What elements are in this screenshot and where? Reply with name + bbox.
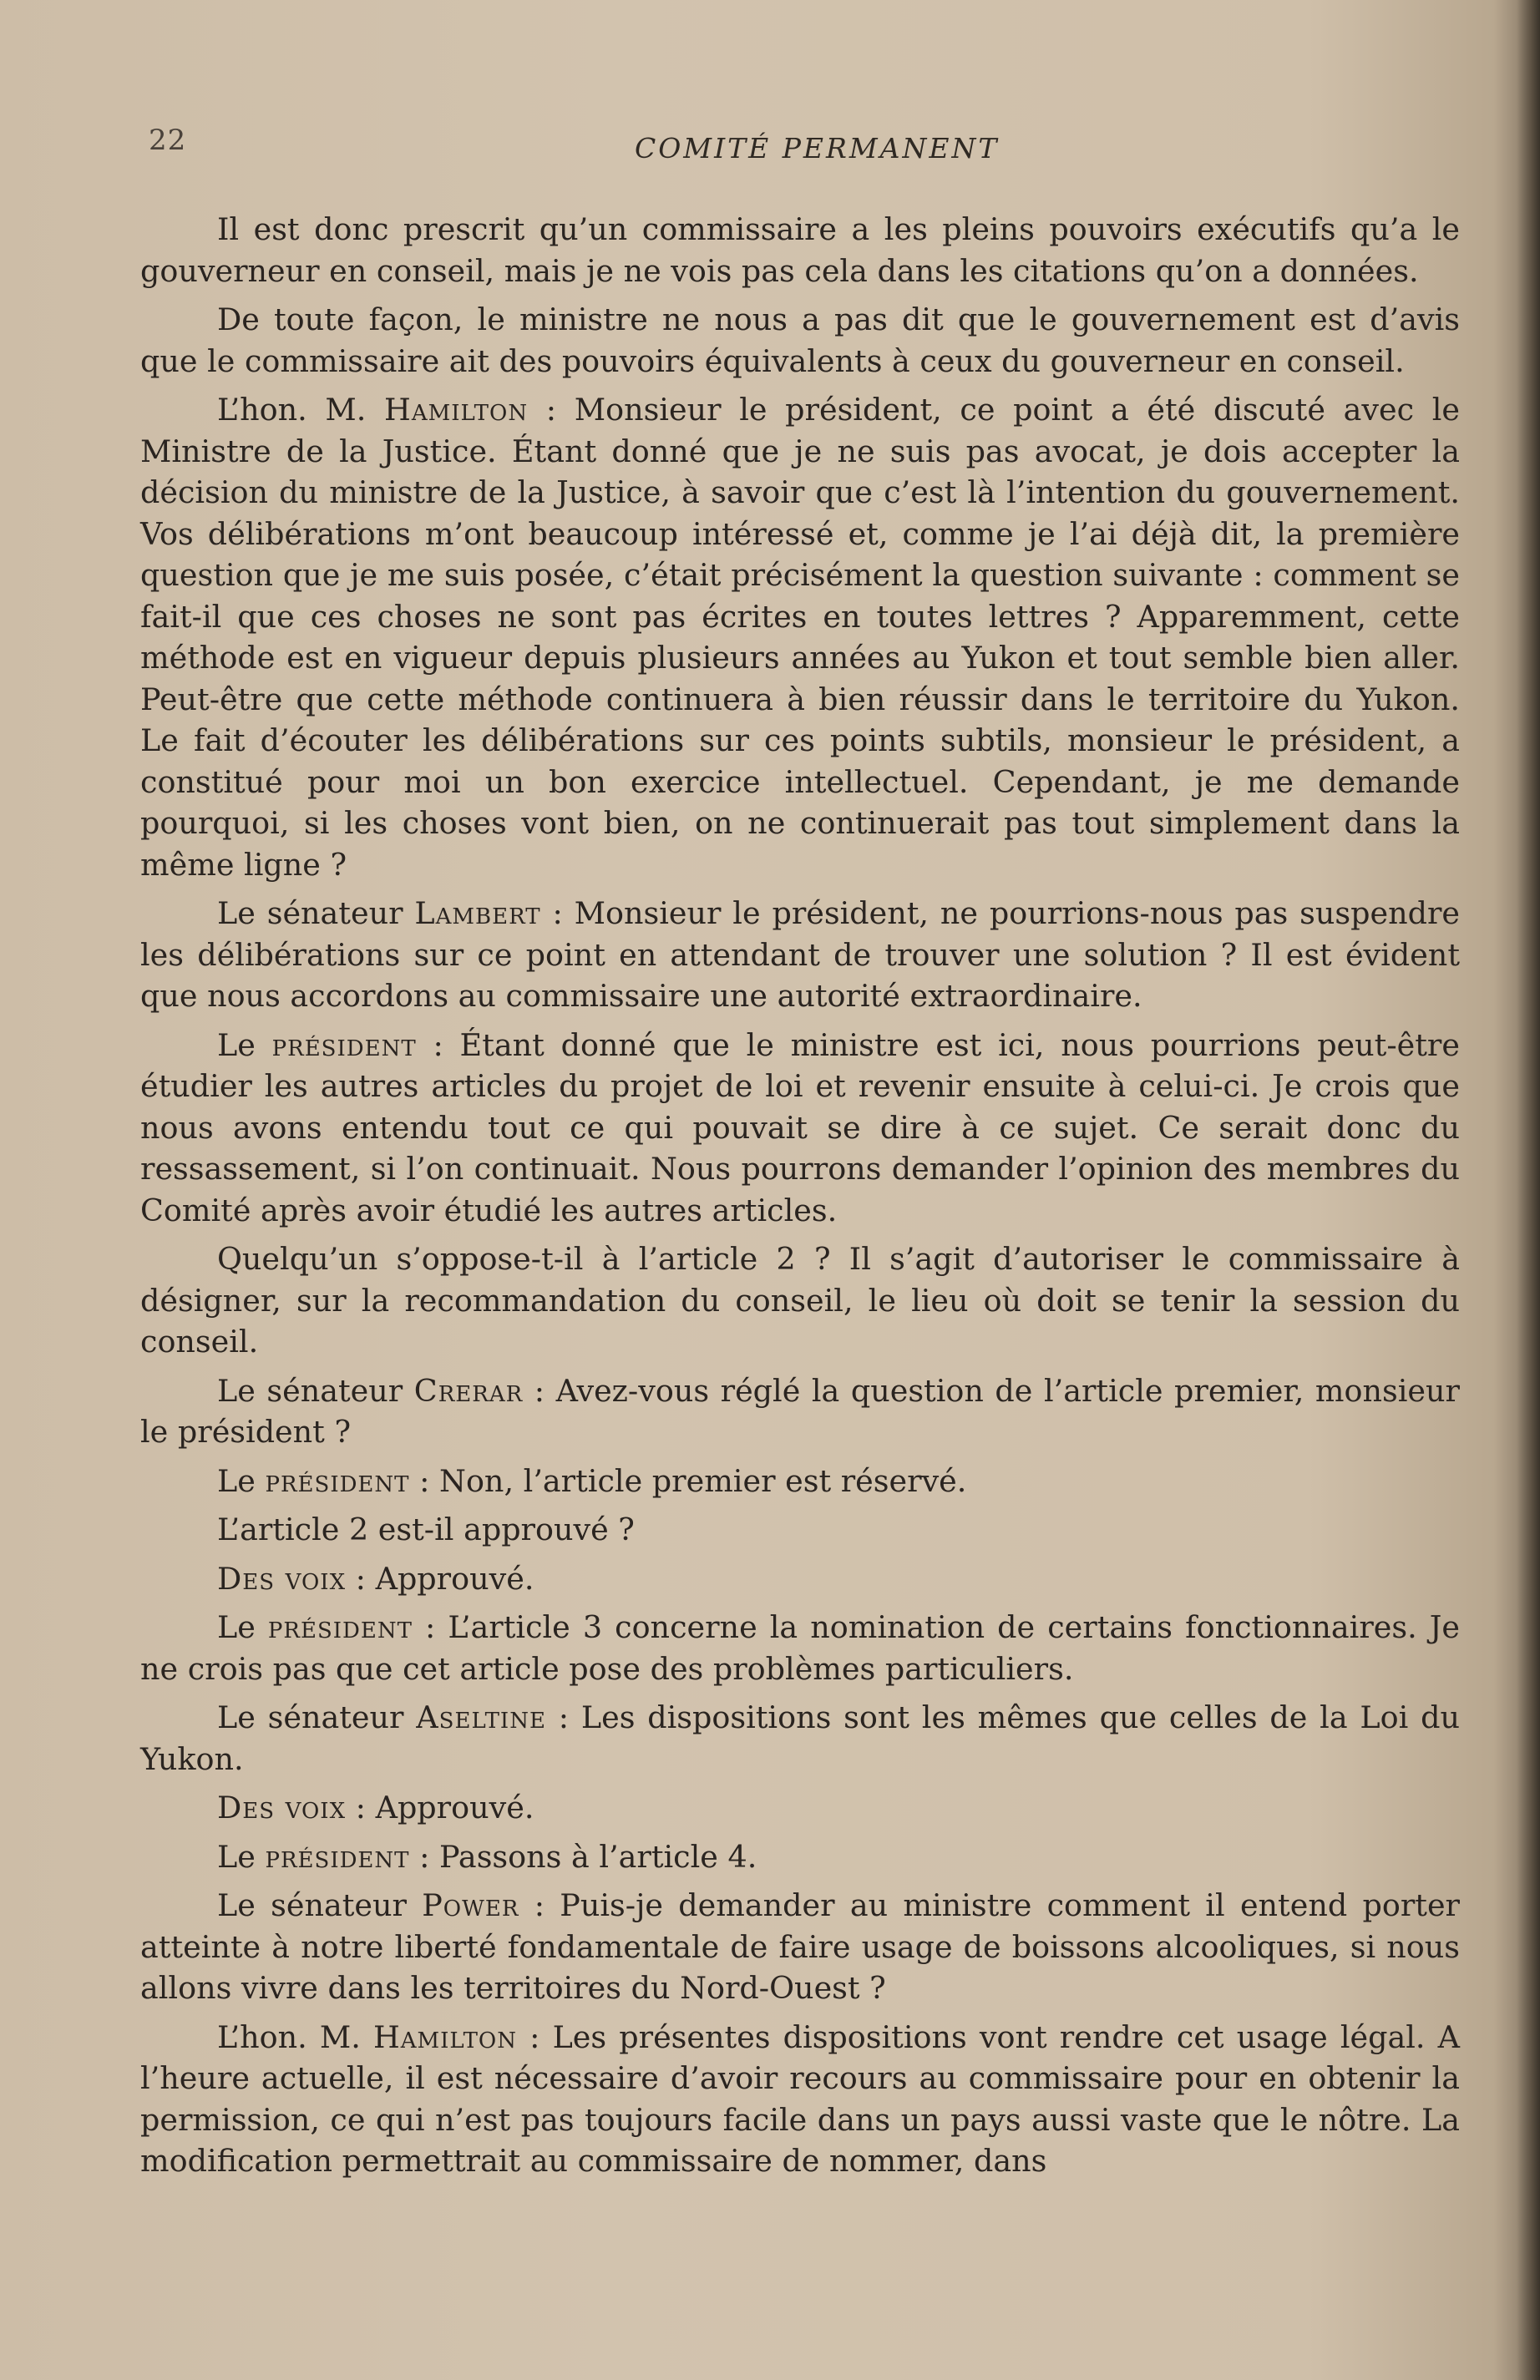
paragraph	[140, 1787, 1460, 1829]
paragraph-text: : Non, l’article premier est réservé.	[409, 1462, 967, 1499]
paragraph	[140, 1509, 1460, 1551]
paragraph	[140, 2017, 1460, 2182]
page-number: 22	[149, 124, 187, 157]
paragraph-text: : Approuvé.	[346, 1560, 534, 1597]
speaker-prefix: Le sénateur	[217, 1372, 414, 1409]
speaker-name: Lambert	[414, 895, 541, 931]
speaker-name: Des voix	[217, 1560, 347, 1597]
paragraph	[140, 389, 1460, 885]
paragraph-text: : Étant donné que le ministre est ici, nous pourrions peut-être étudier les autres articles du projet de loi et revenir ensuite à celui-ci. Je crois que nous avons entendu tout ce qui pouvait se dire à ce sujet. Ce serait donc du ressassement, si l’on continuait. Nous pourrons demander l’opinion des membres du Comité après avoir étudié les autres articles.	[140, 1026, 1460, 1228]
speaker-prefix: Le sénateur	[217, 1887, 423, 1923]
paragraph	[140, 1885, 1460, 2009]
paragraph-text: L’article 2 est-il approuvé ?	[217, 1512, 635, 1547]
page-edge-shadow	[1517, 0, 1540, 2380]
speaker-prefix: Le	[217, 1609, 268, 1645]
paragraph	[140, 1238, 1460, 1363]
paragraph-text: : Monsieur le président, ne pourrions-nous pas suspendre les délibérations sur ce point en attendant de trouver une solution ? Il est évident que nous accordons au commissaire une autorité extraordinaire.	[140, 895, 1460, 1014]
body-text	[140, 209, 1460, 2190]
speaker-prefix: L’hon. M.	[217, 392, 385, 428]
paragraph	[140, 1607, 1460, 1689]
speaker-prefix: Le	[217, 1462, 266, 1499]
speaker-prefix: Le sénateur	[217, 895, 415, 931]
speaker-prefix: Le	[217, 1026, 272, 1063]
paragraph	[140, 1025, 1460, 1232]
paragraph	[140, 1697, 1460, 1780]
speaker-prefix: Le sénateur	[217, 1699, 417, 1735]
paragraph-text: : Passons à l’article 4.	[409, 1838, 757, 1875]
speaker-prefix: Le	[217, 1838, 266, 1875]
speaker-name: président	[265, 1838, 410, 1875]
running-head: COMITÉ PERMANENT	[635, 132, 1000, 165]
paragraph	[140, 1370, 1460, 1453]
paragraph-text: : Approuvé.	[346, 1790, 534, 1826]
paragraph	[140, 1558, 1460, 1600]
speaker-name: président	[271, 1026, 417, 1063]
paragraph-text: : L’article 3 concerne la nomination de certains fonctionnaires. Je ne crois pas que cet article pose des problèmes particuliers.	[140, 1609, 1460, 1687]
paragraph-text: De toute façon, le ministre ne nous a pas dit que le gouvernement est d’avis que le commissaire ait des pouvoirs équivalents à ceux du gouverneur en conseil.	[140, 301, 1460, 379]
paragraph-text: : Monsieur le président, ce point a été discuté avec le Ministre de la Justice. Étant donné que je ne suis pas avocat, je dois accepter la décision du ministre de la Justice, à savoir que c’est là l’intention du gouvernement. Vos délibérations m’ont beaucoup intéressé et, comme je l’ai déjà dit, la première question que je me suis posée, c’était précisément la question suivante : comment se fait-il que ces choses ne sont pas écrites en toutes lettres ? Apparemment, cette méthode est en vigueur depuis plusieurs années au Yukon et tout semble bien aller. Peut-être que cette méthode continuera à bien réussir dans le territoire du Yukon. Le fait d’écouter les délibérations sur ces points subtils, monsieur le président, a constitué pour moi un bon exercice intellectuel. Cependant, je me demande pourquoi, si les choses vont bien, on ne continuerait pas tout simplement dans la même ligne ?	[140, 392, 1460, 883]
paragraph-text: : Puis-je demander au ministre comment il entend porter atteinte à notre liberté fondamentale de faire usage de boissons alcooliques, si nous allons vivre dans les territoires du Nord-Ouest ?	[140, 1887, 1460, 2006]
paragraph-text: Quelqu’un s’oppose-t-il à l’article 2 ? Il s’agit d’autoriser le commissaire à désigner, sur la recommandation du conseil, le lieu où doit se tenir la session du conseil.	[140, 1241, 1460, 1360]
speaker-name: Crerar	[413, 1372, 524, 1409]
paragraph-text: : Les dispositions sont les mêmes que celles de la Loi du Yukon.	[140, 1699, 1461, 1777]
paragraph-text: Il est donc prescrit qu’un commissaire a les pleins pouvoirs exécutifs qu’a le gouverneur en conseil, mais je ne vois pas cela dans les citations qu’on a données.	[140, 211, 1460, 289]
speaker-name: Des voix	[217, 1790, 347, 1826]
paragraph	[140, 299, 1460, 382]
paragraph-text: : Les présentes dispositions vont rendre cet usage légal. A l’heure actuelle, il est nécessaire d’avoir recours au commissaire pour en obtenir la permission, ce qui n’est pas toujours facile dans un pays aussi vaste que le nôtre. La modification permettrait au commissaire de nommer, dans	[140, 2018, 1460, 2179]
paragraph	[140, 1461, 1460, 1502]
paragraph-text: : Avez-vous réglé la question de l’article premier, monsieur le président ?	[140, 1372, 1460, 1450]
speaker-prefix: L’hon. M.	[217, 2018, 373, 2055]
speaker-name: Aseltine	[416, 1699, 546, 1735]
speaker-name: Hamilton	[372, 2018, 517, 2055]
speaker-name: Hamilton	[384, 392, 529, 428]
paragraph	[140, 209, 1460, 291]
speaker-name: président	[265, 1462, 410, 1499]
speaker-name: président	[267, 1609, 413, 1645]
paragraph	[140, 1836, 1460, 1878]
paragraph	[140, 893, 1460, 1017]
speaker-name: Power	[422, 1887, 519, 1923]
